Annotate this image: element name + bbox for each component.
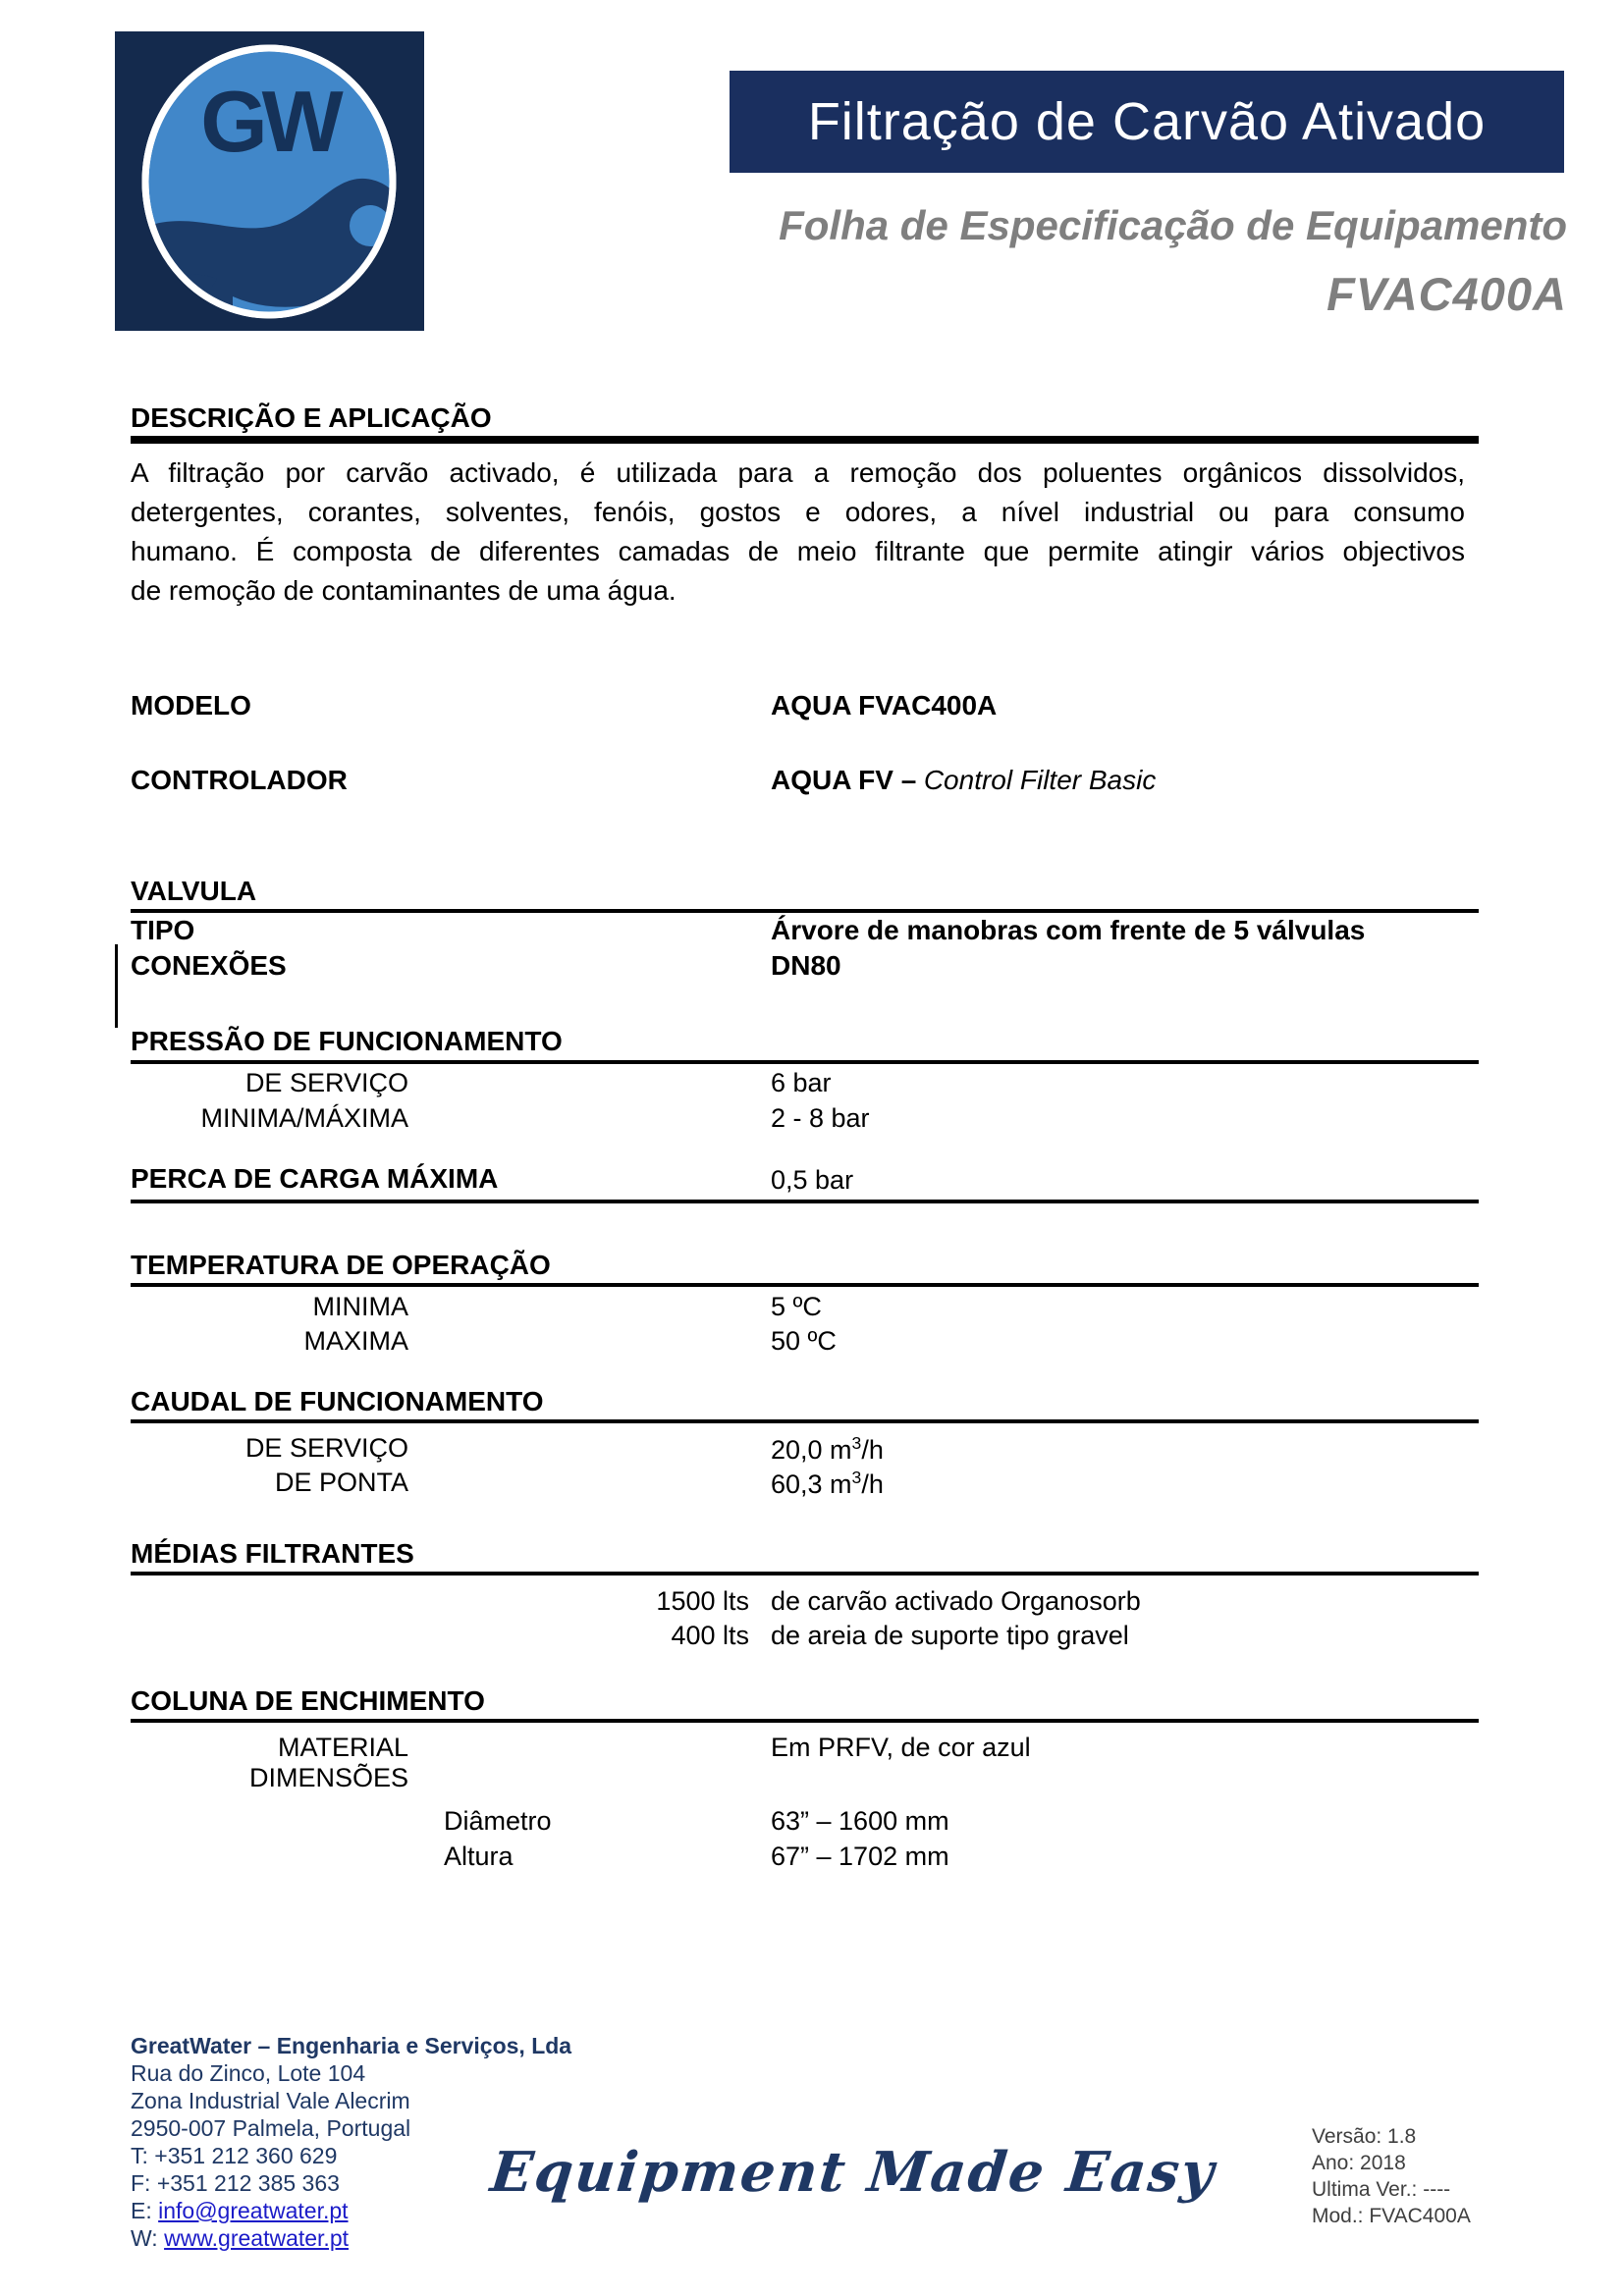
footer-phone: T: +351 212 360 629: [131, 2143, 338, 2168]
sheet-subtitle: Folha de Especificação de Equipamento: [779, 202, 1567, 248]
media-desc: de carvão activado Organosorb: [771, 1586, 1141, 1616]
divider-thick: [131, 436, 1479, 444]
paragraph-line: detergentes, corantes, solventes, fenóis, gostos e odores, a nível industrial ou para consumo: [131, 497, 1465, 527]
footer-version-block: [1312, 2123, 1471, 2229]
material-value: Em PRFV, de cor azul: [771, 1733, 1031, 1762]
logo-monogram: GW: [200, 73, 338, 170]
section-heading-descricao: DESCRIÇÃO E APLICAÇÃO: [131, 402, 492, 433]
caudal-servico-value: 20,0 $m^3/h$: [771, 1433, 884, 1465]
company-logo: [115, 31, 424, 331]
pressao-minmax-value: 2 - 8 bar: [771, 1103, 870, 1133]
caudal-servico-label: DE SERVIÇO: [244, 1433, 408, 1463]
altura-value: 67” – 1702 mm: [771, 1842, 949, 1871]
altura-label: Altura: [444, 1842, 514, 1871]
diametro-label: Diâmetro: [444, 1806, 552, 1836]
footer-fax: F: +351 212 385 363: [131, 2170, 340, 2196]
dimensoes-label: DIMENSÕES: [248, 1763, 408, 1792]
media-qty: 1500 lts: [656, 1586, 749, 1616]
caudal-ponta-label: DE PONTA: [274, 1468, 408, 1497]
divider: [131, 1419, 1479, 1423]
section-heading-valvula: VALVULA: [131, 876, 257, 906]
temp-minima-value: 5 ºC: [771, 1292, 822, 1321]
section-heading-temperatura: TEMPERATURA DE OPERAÇÃO: [131, 1250, 551, 1280]
divider: [131, 1200, 1479, 1203]
email-link[interactable]: info@greatwater.pt: [158, 2198, 349, 2223]
caudal-ponta-value: 60,3 $m^3/h$: [771, 1468, 884, 1499]
footer-address-line: Zona Industrial Vale Alecrim: [131, 2088, 410, 2113]
conexoes-value: DN80: [771, 950, 841, 981]
controlador-label: CONTROLADOR: [131, 765, 348, 795]
pressao-minmax-label: MINIMA/MÁXIMA: [200, 1103, 408, 1133]
footer-email-line: E: info@greatwater.pt: [131, 2198, 349, 2223]
title-banner: [730, 71, 1564, 173]
website-link[interactable]: www.greatwater.pt: [164, 2225, 349, 2251]
version-line: Versão: 1.8: [1312, 2125, 1417, 2148]
paragraph-line: A filtração por carvão activado, é utilizada para a remoção dos poluentes orgânicos dissolvidos,: [131, 457, 1465, 488]
section-heading-coluna: COLUNA DE ENCHIMENTO: [131, 1685, 485, 1716]
temp-maxima-value: 50 ºC: [771, 1326, 837, 1356]
mod-line: Mod.: FVAC400A: [1312, 2205, 1471, 2227]
tipo-label: TIPO: [131, 915, 195, 945]
footer-address-line: Rua do Zinco, Lote 104: [131, 2060, 366, 2086]
temp-maxima-label: MAXIMA: [303, 1326, 408, 1356]
media-qty: 400 lts: [671, 1621, 749, 1650]
gw-logo-icon: [115, 31, 424, 331]
section-heading-medias: MÉDIAS FILTRANTES: [131, 1538, 414, 1569]
section-heading-pressao: PRESSÃO DE FUNCIONAMENTO: [131, 1026, 563, 1056]
temp-minima-label: MINIMA: [312, 1292, 408, 1321]
perca-value: 0,5 bar: [771, 1165, 854, 1195]
footer-company-name: GreatWater – Engenharia e Serviços, Lda: [131, 2033, 572, 2058]
pressao-servico-label: DE SERVIÇO: [244, 1068, 408, 1097]
conexoes-label: CONEXÕES: [131, 950, 287, 981]
company-slogan: Equipment Made Easy: [487, 2140, 1219, 2205]
sheet-model-code: FVAC400A: [1326, 268, 1567, 320]
modelo-label: MODELO: [131, 690, 251, 721]
pressao-servico-value: 6 bar: [771, 1068, 832, 1097]
divider: [131, 909, 1479, 913]
material-label: MATERIAL: [277, 1733, 408, 1762]
description-paragraph: [131, 454, 1465, 611]
revision-change-bar: [115, 944, 118, 1028]
section-heading-perca: PERCA DE CARGA MÁXIMA: [131, 1163, 499, 1194]
paragraph-line: humano. É composta de diferentes camadas de meio filtrante que permite atingir vários objectivos: [131, 536, 1465, 566]
paragraph-line: de remoção de contaminantes de uma água.: [131, 575, 677, 606]
footer-address-line: 2950-007 Palmela, Portugal: [131, 2115, 411, 2141]
divider: [131, 1572, 1479, 1575]
divider: [131, 1283, 1479, 1287]
modelo-value: AQUA FVAC400A: [771, 690, 998, 721]
divider: [131, 1719, 1479, 1723]
section-heading-caudal: CAUDAL DE FUNCIONAMENTO: [131, 1386, 544, 1416]
page-title: Filtração de Carvão Ativado: [807, 92, 1487, 151]
media-desc: de areia de suporte tipo gravel: [771, 1621, 1129, 1650]
controlador-value-italic: Control Filter Basic: [923, 765, 1157, 795]
year-line: Ano: 2018: [1312, 2152, 1406, 2174]
footer-web-line: W: www.greatwater.pt: [131, 2225, 349, 2251]
last-version-line: Ultima Ver.: ----: [1312, 2178, 1451, 2201]
tipo-value: Árvore de manobras com frente de 5 válvulas: [771, 915, 1366, 945]
controlador-value: [771, 765, 1156, 796]
divider: [131, 1060, 1479, 1064]
diametro-value: 63” – 1600 mm: [771, 1806, 949, 1836]
controlador-value-bold: AQUA FV –: [771, 765, 917, 795]
